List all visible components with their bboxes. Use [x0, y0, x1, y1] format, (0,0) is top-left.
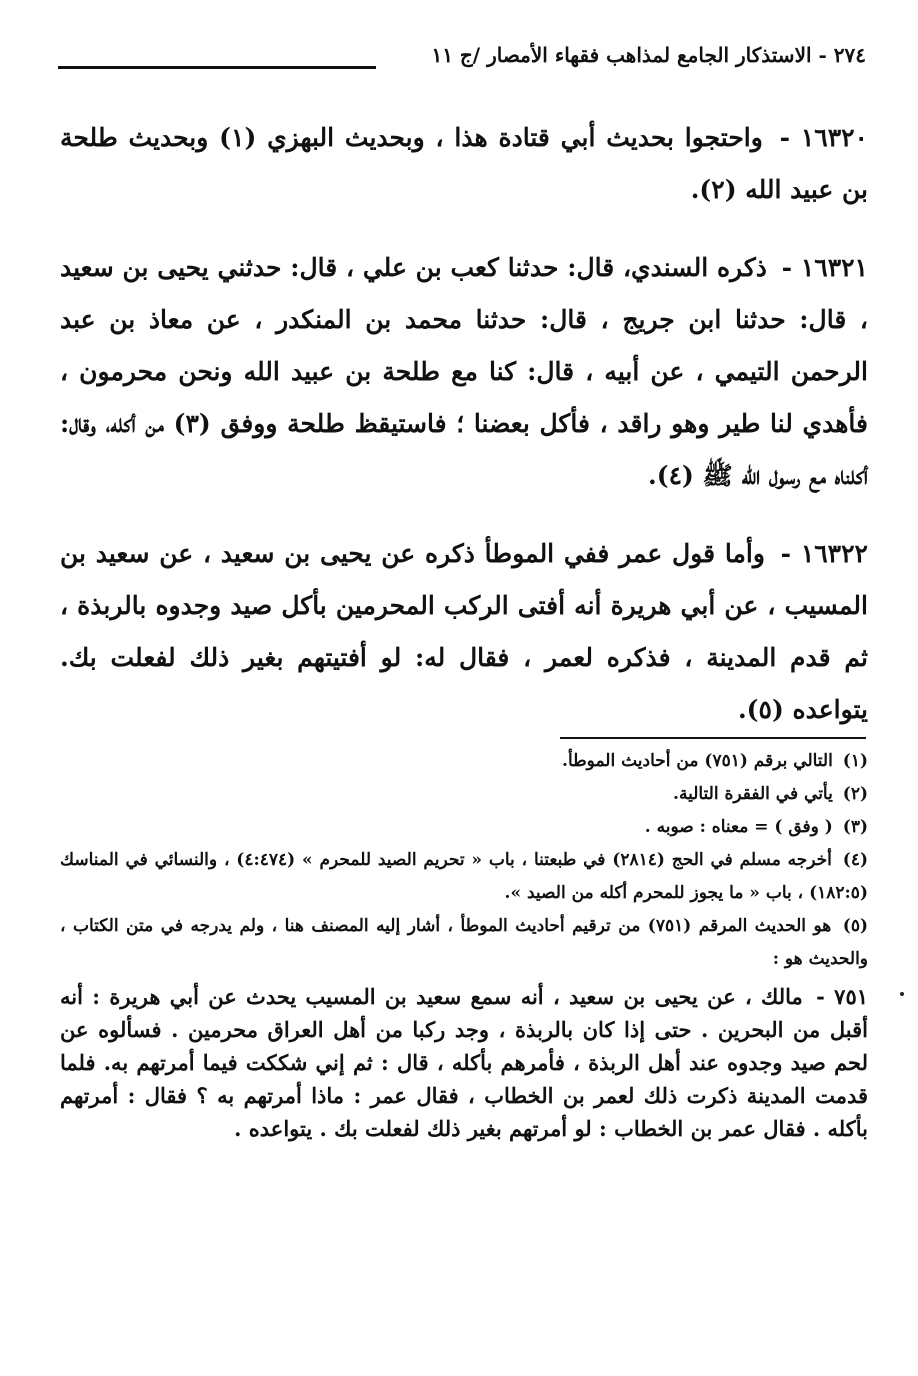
footnotes — [60, 745, 868, 1145]
footnote — [60, 745, 868, 778]
paragraph-16320 — [60, 112, 868, 216]
main-text — [60, 112, 868, 736]
paragraph-text: ذكره السندي، قال: حدثنا كعب بن علي ، قال: حدثني يحيى بن سعيد ، قال: حدثنا ابن جريج ، قال: حدثنا محمد بن المنكدر ، عن معاذ بن عبد الرحمن التيمي ، عن أبيه ، قال: كنا مع طلحة بن عبيد الله ونحن محرمون ، فأهدي لنا طير وهو راقد ، فأكل بعضنا ؛ فاستيقظ طلحة ووفق (٣) من أكله، وقال: أكلناه مع رسول الله ﷺ (٤). — [60, 253, 868, 490]
hadith-number: ٧٥١ - — [816, 984, 869, 1009]
footnote-text: التالي برقم (٧٥١) من أحاديث الموطأ. — [562, 751, 833, 771]
footnote — [60, 778, 868, 811]
hadith-text: مالك ، عن يحيى بن سعيد ، أنه سمع سعيد بن المسيب يحدث عن أبي هريرة : أنه أقبل من البحرين . حتى إذا كان بالربذة ، وجد ركبا من أهل العراق محرمين . فسألوه عن لحم صيد وجدوه عند أهل الربذة ، فأمرهم بأكله ، قال : ثم إني شككت فيما أمرتهم به. فلما قدمت المدينة ذكرت ذلك لعمر بن الخطاب ، فقال عمر : ماذا أمرتهم به ؟ فقال : أمرتهم بأكله . فقال عمر بن الخطاب : لو أمرتهم بغير ذلك لفعلت بك . يتواعده . — [60, 984, 868, 1141]
footnote — [60, 811, 868, 844]
footnote-number: (٤) — [842, 850, 868, 870]
footnote-number: (٢) — [842, 784, 868, 804]
paragraph-text: وأما قول عمر ففي الموطأ ذكره عن يحيى بن سعيد ، عن سعيد بن المسيب ، عن أبي هريرة أنه أفتى الركب المحرمين بأكل صيد وجدوه بالربذة ، ثم قدم المدينة ، فذكره لعمر ، فقال له: لو أفتيتهم بغير ذلك لفعلت بك. يتواعده (٥). — [60, 539, 868, 724]
scan-speck — [900, 992, 904, 996]
footnote-text: هو الحديث المرقم (٧٥١) من ترقيم أحاديث الموطأ ، أشار إليه المصنف هنا ، ولم يدرجه في متن الكتاب ، والحديث هو : — [60, 916, 868, 969]
footnote — [60, 910, 868, 976]
hadith-751 — [60, 980, 868, 1145]
running-header: ٢٧٤ - الاستذكار الجامع لمذاهب فقهاء الأمصار /ج ١١ — [431, 43, 866, 67]
paragraph-number: ١٦٣٢١ - — [781, 253, 868, 282]
footnote-number: (٥) — [842, 916, 868, 936]
footnote — [60, 844, 868, 910]
footnote-number: (٣) — [842, 817, 868, 837]
footnote-text: ( وفق ) = معناه : صوبه . — [644, 817, 833, 837]
paragraph-number: ١٦٣٢٠ - — [779, 123, 868, 152]
footnote-text: أخرجه مسلم في الحج (٢٨١٤) في طبعتنا ، باب « تحريم الصيد للمحرم » (٤:٤٧٤) ، والنسائي في المناسك (١٨٢:٥) ، باب « ما يجوز للمحرم أكله من الصيد ». — [60, 850, 868, 903]
paragraph-16321 — [60, 242, 868, 502]
header-rule — [58, 66, 376, 69]
footnote-separator — [560, 737, 866, 739]
paragraph-text: واحتجوا بحديث أبي قتادة هذا ، وبحديث البهزي (١) وبحديث طلحة بن عبيد الله (٢). — [60, 123, 868, 204]
footnote-number: (١) — [842, 751, 868, 771]
paragraph-16322 — [60, 528, 868, 736]
paragraph-number: ١٦٣٢٢ - — [780, 539, 868, 568]
footnote-text: يأتي في الفقرة التالية. — [673, 784, 833, 804]
